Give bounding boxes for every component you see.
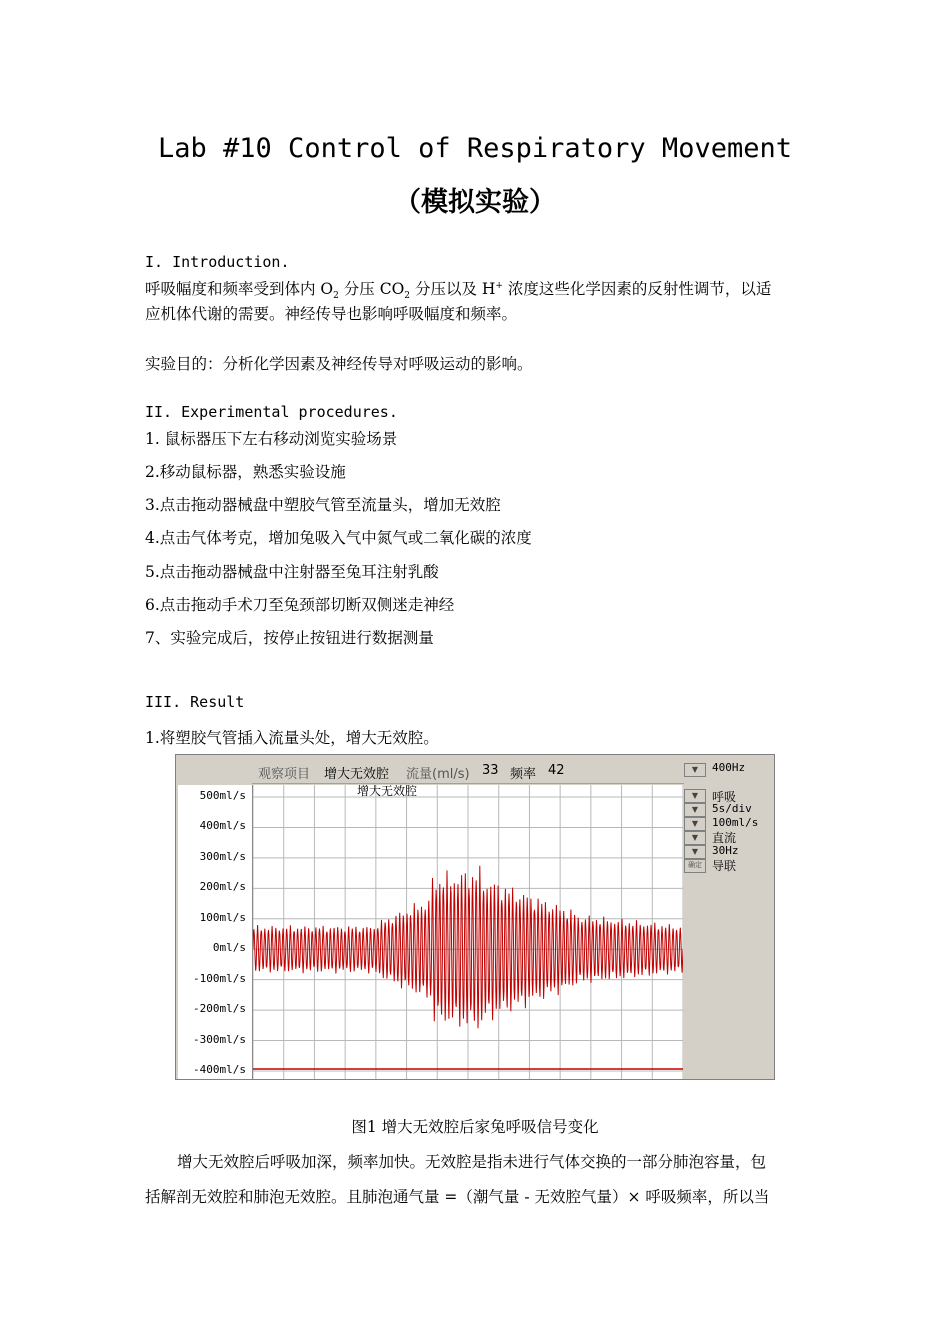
filter-dropdown-button[interactable]: ▼ xyxy=(684,845,706,859)
flow-value: 33 xyxy=(482,763,499,778)
chart-annotation: 增大无效腔 xyxy=(357,785,418,798)
freq-value: 42 xyxy=(548,763,565,778)
procedure-step: 7、实验完成后，按停止按钮进行数据测量 xyxy=(145,629,434,647)
coupling-mode: 直流 xyxy=(712,831,737,845)
intro-line-2: 应机体代谢的需要。神经传导也影响呼吸幅度和频率。 xyxy=(145,305,518,323)
y-tick-label: -100ml/s xyxy=(193,971,246,985)
page-title: Lab #10 Control of Respiratory Movement xyxy=(158,133,792,164)
procedure-step: 1. 鼠标器压下左右移动浏览实验场景 xyxy=(145,430,398,448)
procedure-step: 5.点击拖动器械盘中注射器至兔耳注射乳酸 xyxy=(145,563,439,581)
sampling-rate: 400Hz xyxy=(712,761,746,774)
channel-dropdown-button[interactable]: ▼ xyxy=(684,789,706,803)
filter-frequency: 30Hz xyxy=(712,844,739,857)
y-tick-label: 0ml/s xyxy=(212,941,246,955)
procedure-step: 3.点击拖动器械盘中塑胶气管至流量头，增加无效腔 xyxy=(145,496,501,514)
result-heading: III. Result xyxy=(145,693,245,711)
settings-panel xyxy=(684,757,774,1079)
plot-area xyxy=(253,785,683,1079)
y-tick-label: 200ml/s xyxy=(199,880,246,894)
lead-label: 导联 xyxy=(712,859,737,873)
y-tick-label: 500ml/s xyxy=(199,789,246,802)
procedure-step: 6.点击拖动手术刀至兔颈部切断双侧迷走神经 xyxy=(145,596,455,614)
procedure-step: 4.点击气体考克，增加兔吸入气中氮气或二氧化碳的浓度 xyxy=(145,529,532,547)
observe-value: 增大无效腔 xyxy=(324,767,390,782)
coupling-dropdown-button[interactable]: ▼ xyxy=(684,831,706,845)
result-paragraph-line-2: 括解剖无效腔和肺泡无效腔。且肺泡通气量 =（潮气量 - 无效腔气量）× 呼吸频率，所以当 xyxy=(145,1188,770,1206)
y-axis-labels xyxy=(178,785,253,1079)
amp-scale: 100ml/s xyxy=(712,816,759,829)
y-tick-label: 300ml/s xyxy=(199,849,246,863)
intro-heading: I. Introduction. xyxy=(145,253,290,271)
procedures-heading: II. Experimental procedures. xyxy=(145,403,398,421)
y-tick-label: -300ml/s xyxy=(193,1032,246,1046)
observe-label: 观察项目 xyxy=(258,767,311,782)
procedure-step: 2.移动鼠标器，熟悉实验设施 xyxy=(145,463,346,481)
page-subtitle: （模拟实验） xyxy=(394,187,556,218)
chart-header xyxy=(252,757,684,784)
y-tick-label: -400ml/s xyxy=(193,1063,246,1076)
flow-label: 流量(ml/s) xyxy=(406,767,470,782)
lead-confirm-button[interactable]: 确定 xyxy=(684,859,706,873)
intro-line-1: 呼吸幅度和频率受到体内 $O_2$ 分压 $CO_2$ 分压以及 H+ 浓度这些化学因素的反射性调节，以适 xyxy=(145,280,772,302)
result-paragraph-line-1: 增大无效腔后呼吸加深，频率加快。无效腔是指未进行气体交换的一部分肺泡容量，包 xyxy=(177,1153,767,1171)
channel-name: 呼吸 xyxy=(712,790,737,804)
sampling-dropdown-button[interactable]: ▼ xyxy=(684,763,706,777)
time-scale: 5s/div xyxy=(712,802,752,815)
amp-scale-dropdown-button[interactable]: ▼ xyxy=(684,817,706,831)
time-scale-dropdown-button[interactable]: ▼ xyxy=(684,803,706,817)
freq-label: 频率 xyxy=(510,767,537,782)
y-tick-label: 100ml/s xyxy=(199,910,246,924)
purpose-text: 实验目的：分析化学因素及神经传导对呼吸运动的影响。 xyxy=(145,355,533,373)
result-item-1: 1.将塑胶气管插入流量头处，增大无效腔。 xyxy=(145,729,439,747)
y-tick-label: -200ml/s xyxy=(193,1002,246,1016)
figure-caption: 图1 增大无效腔后家兔呼吸信号变化 xyxy=(351,1118,599,1136)
respiration-chart-figure xyxy=(175,754,775,1080)
y-tick-label: 400ml/s xyxy=(199,819,246,833)
